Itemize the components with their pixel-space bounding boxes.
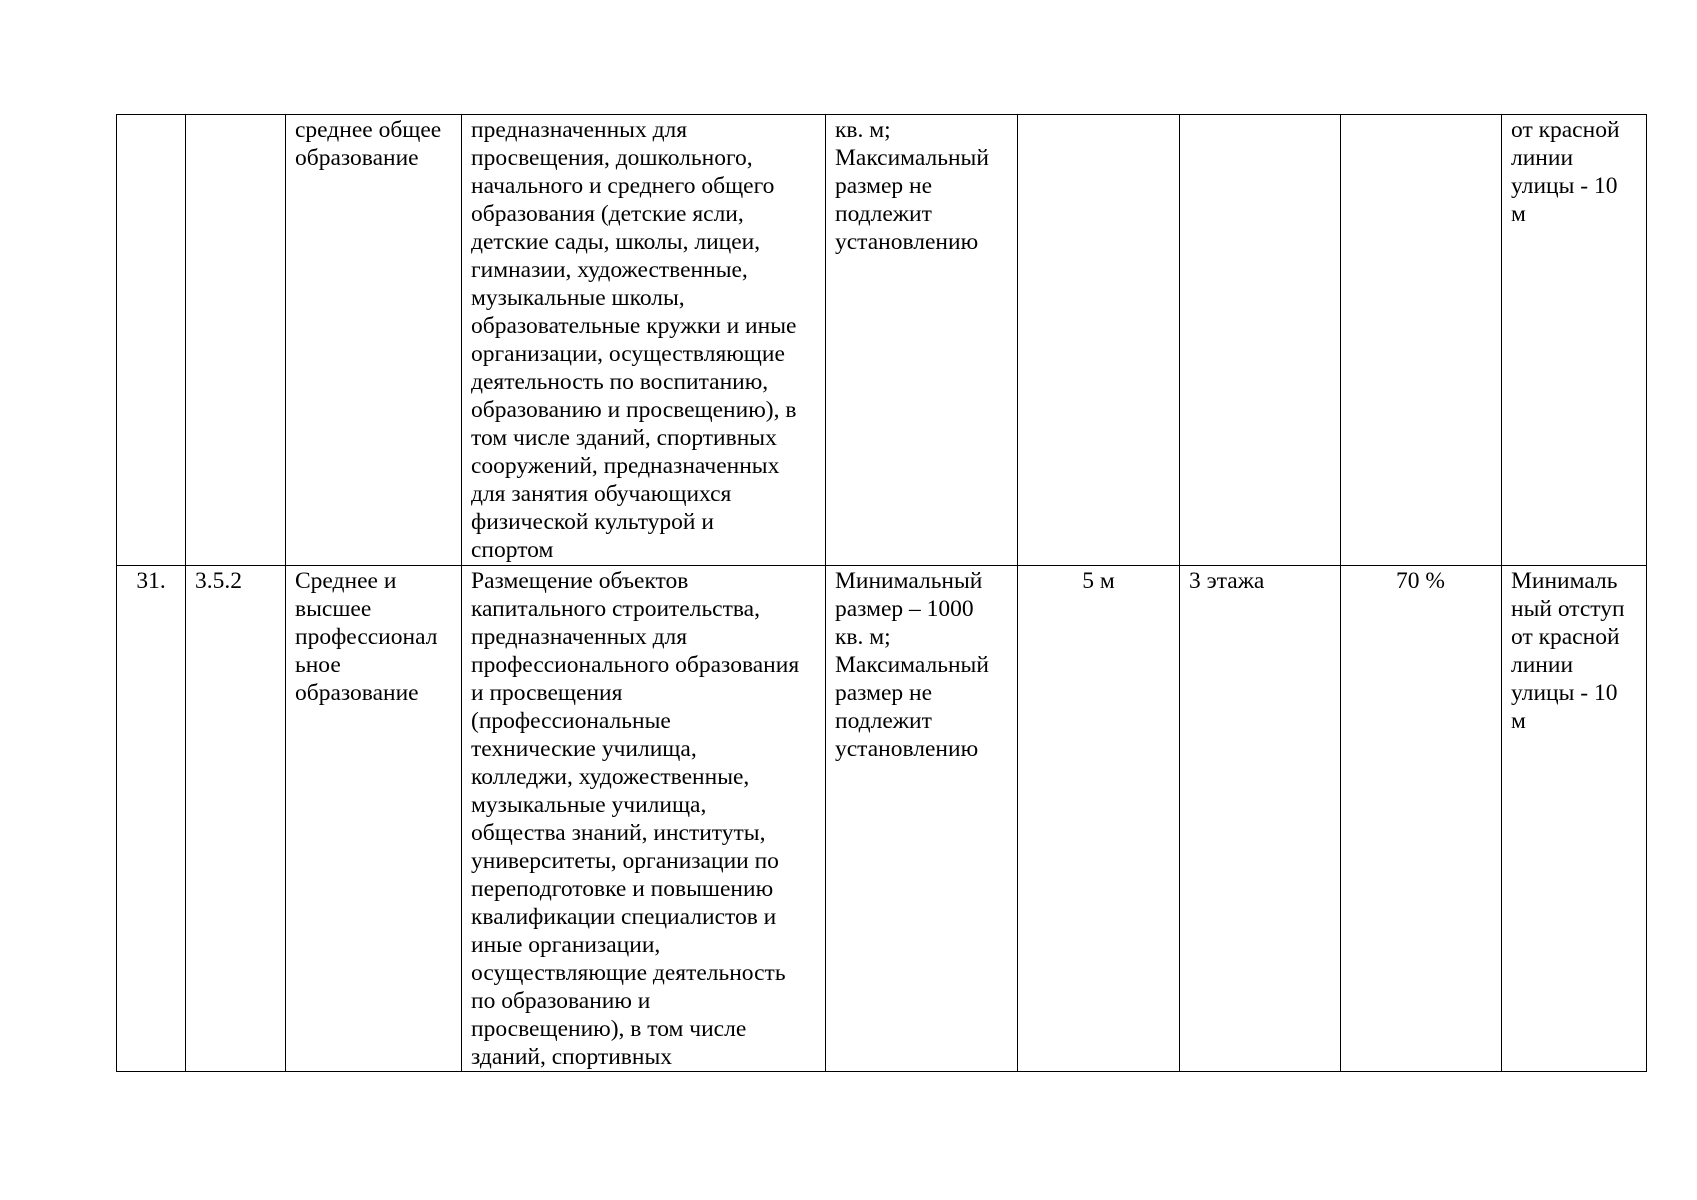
floors-cell: 3 этажа xyxy=(1180,566,1341,1072)
setback-cell xyxy=(1018,115,1180,566)
red-line-setback-cell: от красной линии улицы - 10 м xyxy=(1502,115,1647,566)
table-row xyxy=(117,115,1647,566)
table-row xyxy=(117,566,1647,1072)
plot-size-cell: Минимальный размер – 1000 кв. м; Максимальный размер не подлежит установлению xyxy=(826,566,1018,1072)
plot-size-cell: кв. м; Максимальный размер не подлежит установлению xyxy=(826,115,1018,566)
setback-cell: 5 м xyxy=(1018,566,1180,1072)
use-type-name-cell: Среднее и высшее профессионал ьное образование xyxy=(286,566,462,1072)
code-cell xyxy=(186,115,286,566)
use-type-name-cell: среднее общее образование xyxy=(286,115,462,566)
coverage-cell xyxy=(1341,115,1502,566)
coverage-cell: 70 % xyxy=(1341,566,1502,1072)
use-description-cell: Размещение объектов капитального строительства, предназначенных для профессионального образования и просвещения (профессиональные технические училища, колледжи, художественные, музыкальные училища, общества знаний, институты, университеты, организации по переподготовке и повышению квалификации специалистов и иные организации, осуществляющие деятельность по образованию и просвещению), в том числе зданий, спортивных xyxy=(462,566,826,1072)
row-number-cell xyxy=(117,115,186,566)
red-line-setback-cell: Минималь ный отступ от красной линии улицы - 10 м xyxy=(1502,566,1647,1072)
row-number-cell: 31. xyxy=(117,566,186,1072)
code-cell: 3.5.2 xyxy=(186,566,286,1072)
floors-cell xyxy=(1180,115,1341,566)
use-description-cell: предназначенных для просвещения, дошкольного, начального и среднего общего образования (детские ясли, детские сады, школы, лицеи, гимназии, художественные, музыкальные школы, образовательные кружки и иные организации, осуществляющие деятельность по воспитанию, образованию и просвещению), в том числе зданий, спортивных сооружений, предназначенных для занятия обучающихся физической культурой и спортом xyxy=(462,115,826,566)
land-use-regulations-table xyxy=(116,114,1647,1072)
